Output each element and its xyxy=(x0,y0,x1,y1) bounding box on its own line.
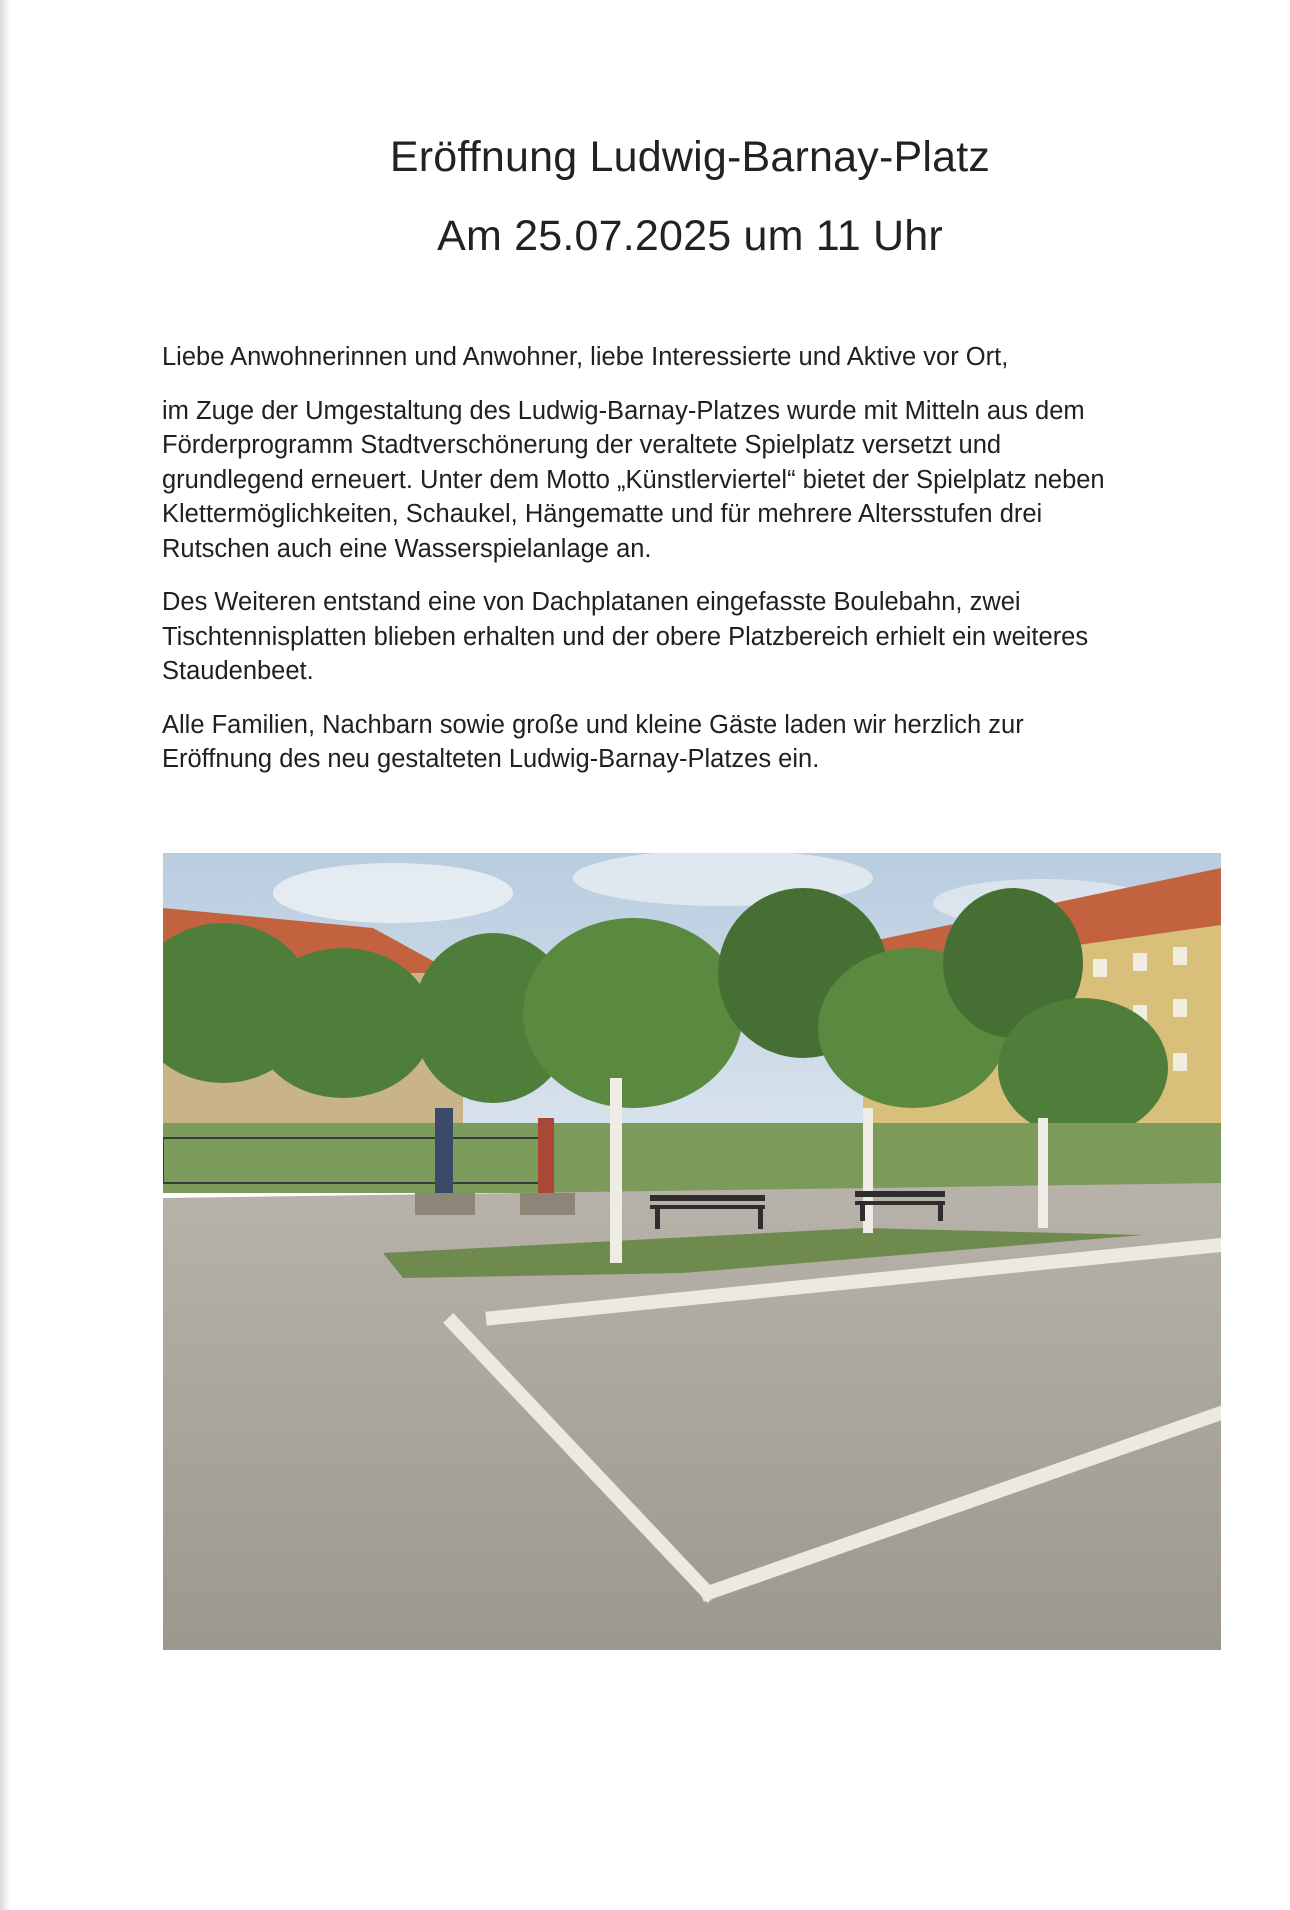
body-paragraph-2: Des Weiteren entstand eine von Dachplatanen eingefasste Boulebahn, zwei Tischtennisplatten blieben erhalten und der obere Platzbereich erhielt ein weiteres Staudenbeet. xyxy=(162,588,1089,685)
cloud xyxy=(273,863,513,923)
sculpture-blue xyxy=(435,1108,453,1193)
body-paragraph-1: im Zuge der Umgestaltung des Ludwig-Barnay-Platzes wurde mit Mitteln aus dem Förderprogramm Stadtverschönerung der veraltete Spielplatz versetzt und grundlegend erneuert. Unter dem Motto „Künstlerviertel“ bietet der Spielplatz neben Klettermöglichkeiten, Schaukel, Hängematte und für mehrere Altersstufen drei Rutschen auch eine Wasserspielanlage an. xyxy=(162,396,1105,563)
sculpture-plinth xyxy=(520,1193,575,1215)
park-photo-illustration xyxy=(163,853,1221,1650)
sculpture-plinth xyxy=(415,1193,475,1215)
body-paragraph-3: Alle Familien, Nachbarn sowie große und kleine Gäste laden wir herzlich zur Eröffnung des neu gestalteten Ludwig-Barnay-Platzes ein. xyxy=(162,710,1024,773)
park-photo xyxy=(163,853,1221,1650)
sculpture-red xyxy=(538,1118,554,1193)
document-subtitle-date: Am 25.07.2025 um 11 Uhr xyxy=(437,212,943,260)
document-body xyxy=(162,340,1232,796)
greeting-paragraph: Liebe Anwohnerinnen und Anwohner, liebe Interessierte und Aktive vor Ort, xyxy=(162,343,1009,371)
document-title: Eröffnung Ludwig-Barnay-Platz xyxy=(389,133,991,181)
